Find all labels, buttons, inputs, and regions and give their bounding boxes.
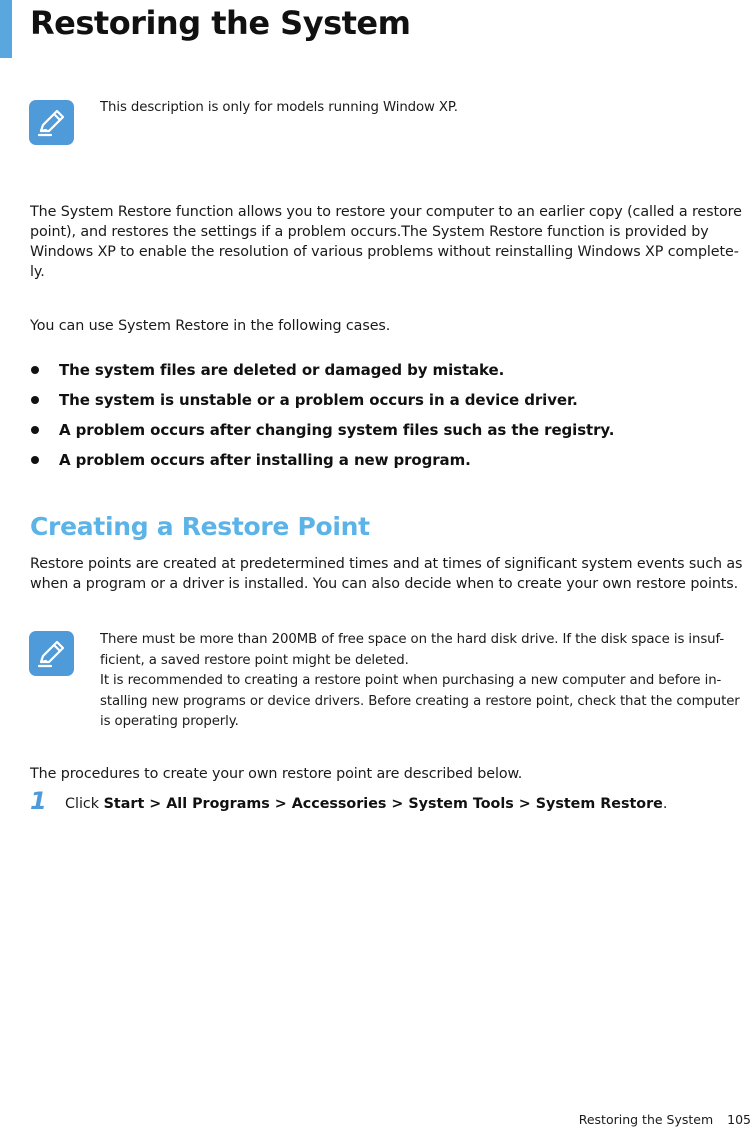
step-text	[65, 794, 667, 814]
step-number: 1	[30, 787, 47, 815]
list-item	[30, 355, 750, 385]
cases-list	[30, 355, 750, 475]
step-suffix: .	[662, 796, 668, 812]
cases-lead: You can use System Restore in the following cases.	[30, 318, 391, 334]
section-paragraph: Restore points are created at predetermined times and at times of significant system events such as when a program or a driver is installed. You can also decide when to create your own restore points.	[30, 556, 743, 592]
bullet-dot	[31, 396, 39, 404]
list-item-label: A problem occurs after changing system files such as the registry.	[59, 421, 615, 439]
section-heading: Creating a Restore Point	[30, 512, 370, 541]
bullet-dot	[31, 426, 39, 434]
bullet-dot	[31, 456, 39, 464]
step-menu-path: Start > All Programs > Accessories > System Tools > System Restore	[103, 796, 663, 812]
list-item	[30, 415, 750, 445]
note-text	[100, 98, 752, 119]
note-text	[100, 630, 752, 733]
page-title: Restoring the System	[30, 4, 411, 42]
page-footer	[579, 1112, 751, 1127]
list-item	[30, 445, 750, 475]
step-prefix: Click	[65, 796, 104, 812]
note-line: There must be more than 200MB of free space on the hard disk drive. If the disk space is insuf-ficient, a saved restore point might be deleted.	[100, 632, 725, 668]
header-accent-tab	[0, 0, 12, 58]
footer-section: Restoring the System	[578, 1112, 714, 1127]
bullet-dot	[31, 366, 39, 374]
list-item-label: A problem occurs after installing a new program.	[59, 451, 471, 469]
list-item	[30, 385, 750, 415]
note-line: It is recommended to creating a restore point when purchasing a new computer and before in-stalling new programs or device drivers. Before creating a restore point, check that the computer is operating properly.	[100, 673, 740, 729]
note-line: This description is only for models running Window XP.	[100, 100, 458, 115]
list-item-label: The system files are deleted or damaged by mistake.	[59, 361, 505, 379]
page-number: 105	[727, 1112, 751, 1127]
pencil-note-icon	[29, 100, 74, 145]
intro-paragraph: The System Restore function allows you to restore your computer to an earlier copy (called a restore point), and restores the settings if a problem occurs.The System Restore function is provided by Windows XP to enable the resolution of various problems without reinstalling Windows XP complete-ly.	[30, 204, 742, 280]
list-item-label: The system is unstable or a problem occurs in a device driver.	[59, 391, 578, 409]
procedure-lead: The procedures to create your own restore point are described below.	[30, 766, 523, 782]
pencil-note-icon	[29, 631, 74, 676]
